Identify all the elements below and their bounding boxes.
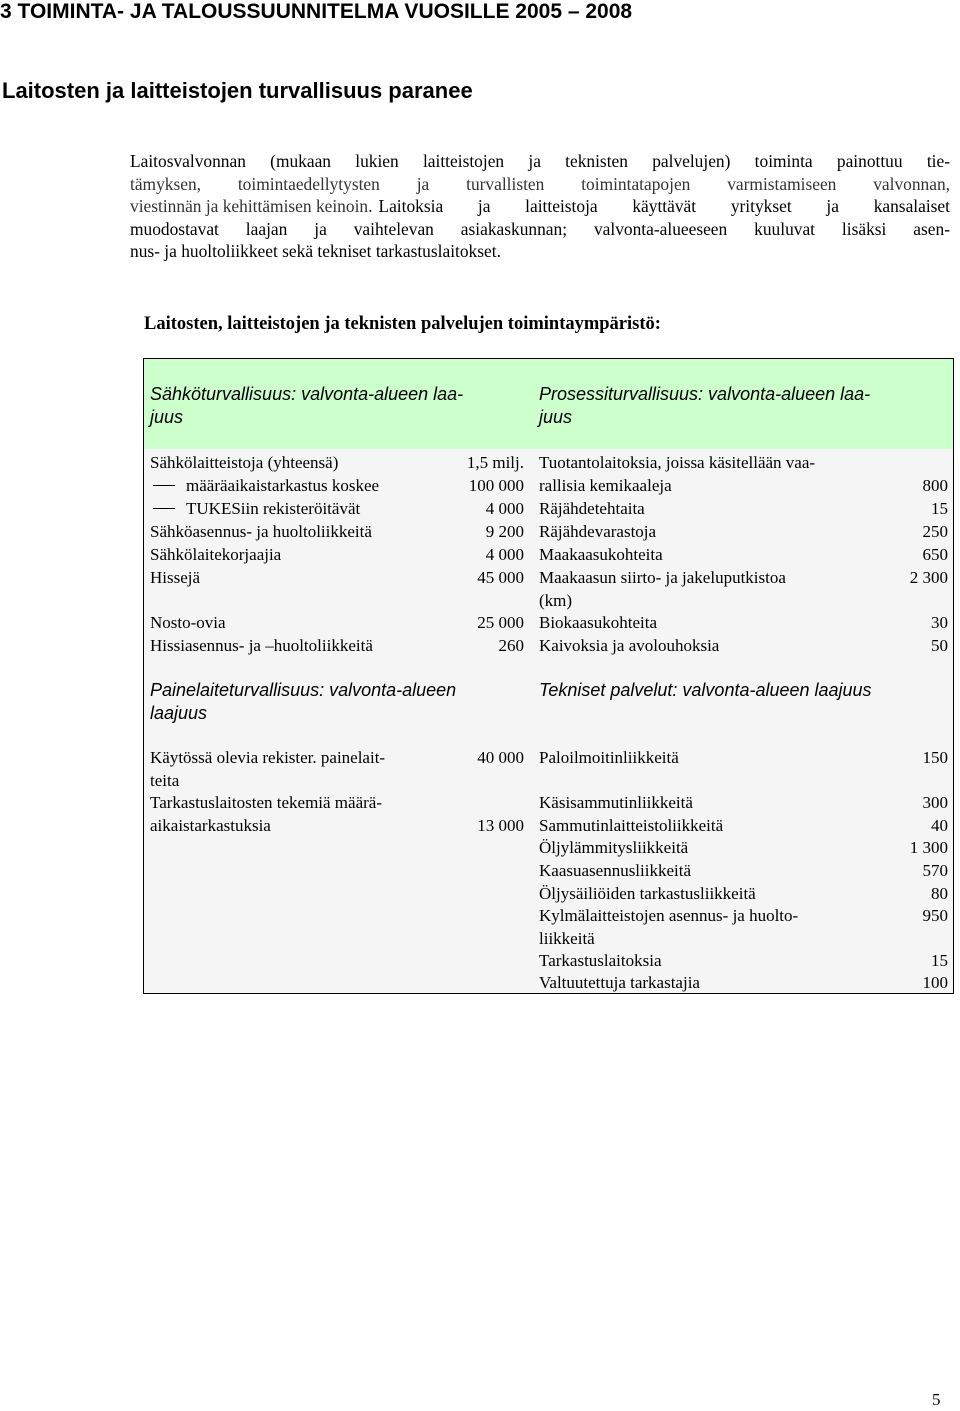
electrical-row-label: TUKESiin rekisteröitävät [186, 499, 361, 518]
technical-row-label: Paloilmoitinliikkeitä [539, 748, 679, 767]
process-row-value: 2 300 [909, 568, 948, 587]
technical-row-label-continued: liikkeitä [539, 929, 595, 948]
process-row-value: 50 [931, 636, 948, 655]
process-row-value: 15 [931, 499, 948, 518]
process-row-label: Maakaasukohteita [539, 545, 663, 564]
electrical-row-label: Sähköasennus- ja huoltoliikkeitä [150, 522, 372, 541]
electrical-heading: Sähköturvallisuus: valvonta-alueen laa- juus [150, 384, 464, 427]
technical-row-value: 570 [922, 861, 948, 880]
technical-row-value: 80 [931, 884, 948, 903]
electrical-row-value: 4 000 [485, 545, 524, 564]
electrical-row-label: määräaikaistarkastus koskee [186, 476, 380, 495]
process-row-value: 30 [931, 613, 948, 632]
technical-row-label: Kaasuasennusliikkeitä [539, 861, 692, 880]
technical-row-value: 950 [922, 906, 948, 925]
dash-bullet [153, 508, 175, 509]
pressure-row-label-continued: teita [150, 771, 180, 790]
electrical-row-value: 100 000 [468, 476, 524, 495]
section-title: Laitosten ja laitteistojen turvallisuus paranee [2, 78, 473, 103]
intro-line: tämyksen, toimintaedellytysten ja turvallisten toimintatapojen varmistamiseen valvonnan, [130, 173, 950, 194]
electrical-row-label: Hissejä [150, 568, 201, 587]
pressure-row-label-continued: aikaistarkastuksia [150, 816, 271, 835]
electrical-row-label: Nosto-ovia [150, 613, 226, 632]
table-title: Laitosten, laitteistojen ja teknisten palvelujen toimintaympäristö: [144, 314, 661, 334]
electrical-row-value: 25 000 [477, 613, 524, 632]
intro-line-part: viestinnän ja kehittämisen keinoin. [130, 196, 373, 216]
electrical-row-label: Sähkölaitteistoja (yhteensä) [150, 453, 339, 472]
technical-row-value: 1 300 [909, 838, 948, 857]
technical-row-value: 300 [922, 793, 948, 812]
process-row-label-continued: (km) [539, 591, 573, 610]
technical-row-label: Öljysäiliöiden tarkastusliikkeitä [539, 884, 756, 903]
process-row-label-continued: rallisia kemikaaleja [539, 476, 672, 495]
process-row-label: Räjähdevarastoja [539, 522, 657, 541]
electrical-row-label: Hissiasennus- ja –huoltoliikkeitä [150, 636, 373, 655]
pressure-row-label: Tarkastuslaitosten tekemiä määrä- [150, 793, 382, 812]
technical-row-value: 150 [922, 748, 948, 767]
chapter-title: 3 TOIMINTA- JA TALOUSSUUNNITELMA VUOSILLE 2005 – 2008 [0, 0, 633, 23]
electrical-row-value: 4 000 [485, 499, 524, 518]
pressure-row-value: 40 000 [477, 748, 524, 767]
pressure-row-value: 13 000 [477, 816, 524, 835]
technical-row-value: 40 [931, 816, 948, 835]
electrical-row-value: 45 000 [477, 568, 524, 587]
process-row-label: Biokaasukohteita [539, 613, 658, 632]
pressure-heading: Painelaiteturvallisuus: valvonta-alueen laajuus [150, 680, 457, 723]
intro-paragraph [130, 150, 950, 263]
process-row-label: Räjähdetehtaita [539, 499, 645, 518]
technical-row-label: Öljylämmitysliikkeitä [539, 838, 689, 857]
technical-row-value: 100 [922, 973, 948, 992]
process-row-label: Maakaasun siirto- ja jakeluputkistoa [539, 568, 786, 587]
technical-heading: Tekniset palvelut: valvonta-alueen laajuus [539, 680, 872, 700]
process-row-value: 250 [922, 522, 948, 541]
process-heading: Prosessiturvallisuus: valvonta-alueen laa- juus [539, 384, 871, 427]
process-row-label: Kaivoksia ja avolouhoksia [539, 636, 720, 655]
dash-bullet [153, 485, 175, 486]
technical-row-label: Käsisammutinliikkeitä [539, 793, 693, 812]
technical-row-label: Sammutinlaitteistoliikkeitä [539, 816, 724, 835]
pressure-row-label: Käytössä olevia rekister. painelait- [150, 748, 386, 767]
electrical-row-value: 1,5 milj. [466, 453, 524, 472]
electrical-row-value: 9 200 [485, 522, 524, 541]
technical-row-label: Tarkastuslaitoksia [539, 951, 662, 970]
page-number: 5 [932, 1390, 941, 1409]
electrical-row-value: 260 [498, 636, 524, 655]
process-row-value: 650 [922, 545, 948, 564]
process-row-value: 800 [922, 476, 948, 495]
intro-line-part: Laitoksia ja laitteistoja käyttävät yritykset ja kansalaiset [378, 196, 950, 216]
intro-line: Laitosvalvonnan (mukaan lukien laitteistojen ja teknisten palvelujen) toiminta painottuu tie- [130, 151, 950, 171]
electrical-row-label: Sähkölaitekorjaajia [150, 545, 282, 564]
intro-line: muodostavat laajan ja vaihtelevan asiakaskunnan; valvonta-alueeseen kuuluvat lisäksi asen- [130, 218, 950, 239]
technical-row-value: 15 [931, 951, 948, 970]
process-row-label: Tuotantolaitoksia, joissa käsitellään vaa- [539, 453, 816, 472]
intro-line: nus- ja huoltoliikkeet sekä tekniset tarkastuslaitokset. [130, 241, 501, 261]
intro-line [130, 195, 950, 218]
technical-row-label: Kylmälaitteistojen asennus- ja huolto- [539, 906, 799, 925]
technical-row-label: Valtuutettuja tarkastajia [539, 973, 700, 992]
